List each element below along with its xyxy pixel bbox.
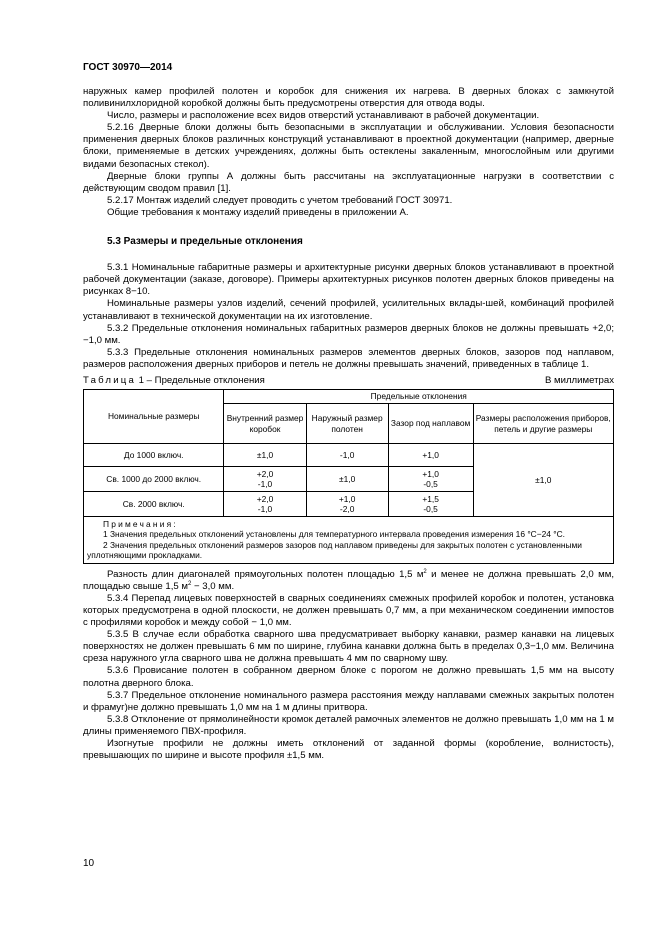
table-notes-row — [84, 517, 614, 564]
section-title: 5.3 Размеры и предельные отклонения — [107, 236, 303, 248]
header-inner-frame: Внутренний размер коробок — [224, 404, 306, 444]
paragraph: Изогнутые профили не должны иметь отклонений от заданной формы (коробление, волнистость), превышающих по ширине и высоте профиля ±1,5 мм. — [83, 738, 614, 762]
paragraph-diagonals: Разность длин диагоналей прямоугольных полотен площадью 1,5 $м^2$ и менее не должна превышать 2,0 мм, площадью свыше 1,5 $м^2 - 3,0$ мм. — [83, 568, 614, 592]
row-label: Св. 2000 включ. — [84, 492, 224, 517]
hardware-value: ±1,0 — [473, 444, 613, 517]
note-2: 2 Значения предельных отклонений размеров зазоров под наплавом приведены для закрытых полотен с установленными уплотняющими прокладками. — [87, 539, 582, 561]
clause-5-3-7: 5.3.7 Предельное отклонение номинального размера расстояния между наплавами смежных закрытых полотен и фрамуг)не должно превышать 1,0 мм на 1 м длины притвора. — [83, 689, 614, 713]
clause-5-3-1: 5.3.1 Номинальные габаритные размеры и архитектурные рисунки дверных блоков устанавливают в проектной рабочей документации (заказе, договоре). Примеры архитектурных рисунков полотен дверных блоков приведены на рисунках 8−10. — [83, 262, 614, 298]
note-1: 1 Значения предельных отклонений установлены для температурного интервала проведения измерения 16 °С−24 °С. — [103, 529, 565, 540]
paragraph: Число, размеры и расположение всех видов отверстий устанавливают в рабочей документации. — [107, 110, 540, 122]
cell: +2,0 -1,0 — [224, 467, 306, 492]
clause-5-3-2: 5.3.2 Предельные отклонения номинальных габаритных размеров дверных блоков не должны превышать +2,0; −1,0 мм. — [83, 322, 614, 346]
table-units: В миллиметрах — [544, 374, 614, 386]
table-caption-title: Таблица 1 – Предельные отклонения — [83, 374, 265, 386]
clause-5-2-17: 5.2.17 Монтаж изделий следует проводить с учетом требований ГОСТ 30971. — [107, 194, 453, 206]
header-hardware: Размеры расположения приборов, петель и другие размеры — [473, 404, 613, 444]
paragraph: Общие требования к монтажу изделий приведены в приложении А. — [107, 206, 409, 218]
cell: ±1,0 — [306, 467, 388, 492]
header-outer-leaf: Наружный размер полотен — [306, 404, 388, 444]
table-caption — [83, 375, 614, 387]
page-body — [83, 86, 614, 762]
header-gap: Зазор под наплавом — [388, 404, 473, 444]
document-header: ГОСТ 30970—2014 — [83, 62, 173, 73]
cell: +1,0 -0,5 — [388, 467, 473, 492]
cell: +1,0 — [388, 444, 473, 467]
paragraph: наружных камер профилей полотен и коробок для снижения их нагрева. В дверных блоках с замкнутой поливинилхлоридной коробкой должны быть предусмотрены отверстия для отвода воды. — [83, 86, 614, 110]
clause-5-2-16: 5.2.16 Дверные блоки должны быть безопасными в эксплуатации и обслуживании. Условия безопасности применения дверных блоков различных конструкций устанавливают в проектной документации (например, дверные блоки, применяемые в детских учреждениях, должны быть остеклены закаленным, многослойным или другими видами безопасных стекол). — [83, 122, 614, 170]
row-label: Св. 1000 до 2000 включ. — [84, 467, 224, 492]
table-notes — [84, 517, 614, 564]
clause-5-3-5: 5.3.5 В случае если обработка сварного шва предусматривает выборку канавки, размер канавки на лицевых поверхностях не должен превышать 6 мм по ширине, глубина канавки должна быть в пределах 0,3−1,0 мм. Величина среза наружного угла сварного шва не должна превышать 4 мм по сварному шву. — [83, 629, 614, 665]
page-number: 10 — [83, 858, 95, 869]
clause-5-3-3: 5.3.3 Предельные отклонения номинальных размеров элементов дверных блоков, зазоров под наплавом, размеров расположения дверных приборов и петель не должны превышать значений, приведенных в таблице 1. — [83, 346, 614, 370]
cell: +1,5 -0,5 — [388, 492, 473, 517]
header-tolerances: Предельные отклонения — [224, 390, 614, 404]
cell: ±1,0 — [224, 444, 306, 467]
paragraph: Номинальные размеры узлов изделий, сечений профилей, усилительных вклады-шей, комбинаций профилей устанавливают в технической документации на их изготовление. — [83, 298, 614, 322]
notes-title: Примечания: — [103, 519, 178, 530]
table-row — [84, 444, 614, 467]
row-label: До 1000 включ. — [84, 444, 224, 467]
cell: -1,0 — [306, 444, 388, 467]
header-nominal: Номинальные размеры — [84, 390, 224, 444]
clause-5-3-6: 5.3.6 Провисание полотен в собранном дверном блоке с порогом не должно превышать 1,5 мм на высоту полотна дверного блока. — [83, 665, 614, 689]
cell: +1,0 -2,0 — [306, 492, 388, 517]
paragraph: Дверные блоки группы А должны быть рассчитаны на эксплуатационные нагрузки в соответствии с действующим сводом правил [1]. — [83, 170, 614, 194]
tolerance-table — [83, 389, 614, 564]
clause-5-3-8: 5.3.8 Отклонение от прямолинейности кромок деталей рамочных элементов не должно превышать 1,0 мм на 1 м длины применяемого ПВХ-профиля. — [83, 713, 614, 737]
cell: +2,0 -1,0 — [224, 492, 306, 517]
clause-5-3-4: 5.3.4 Перепад лицевых поверхностей в сварных соединениях смежных профилей коробок и полотен, установка которых предусмотрена в одной плоскости, не должен превышать 0,7 мм, а при механическом соединении импостов с профилями коробок и между собой − 1,0 мм. — [83, 592, 614, 629]
